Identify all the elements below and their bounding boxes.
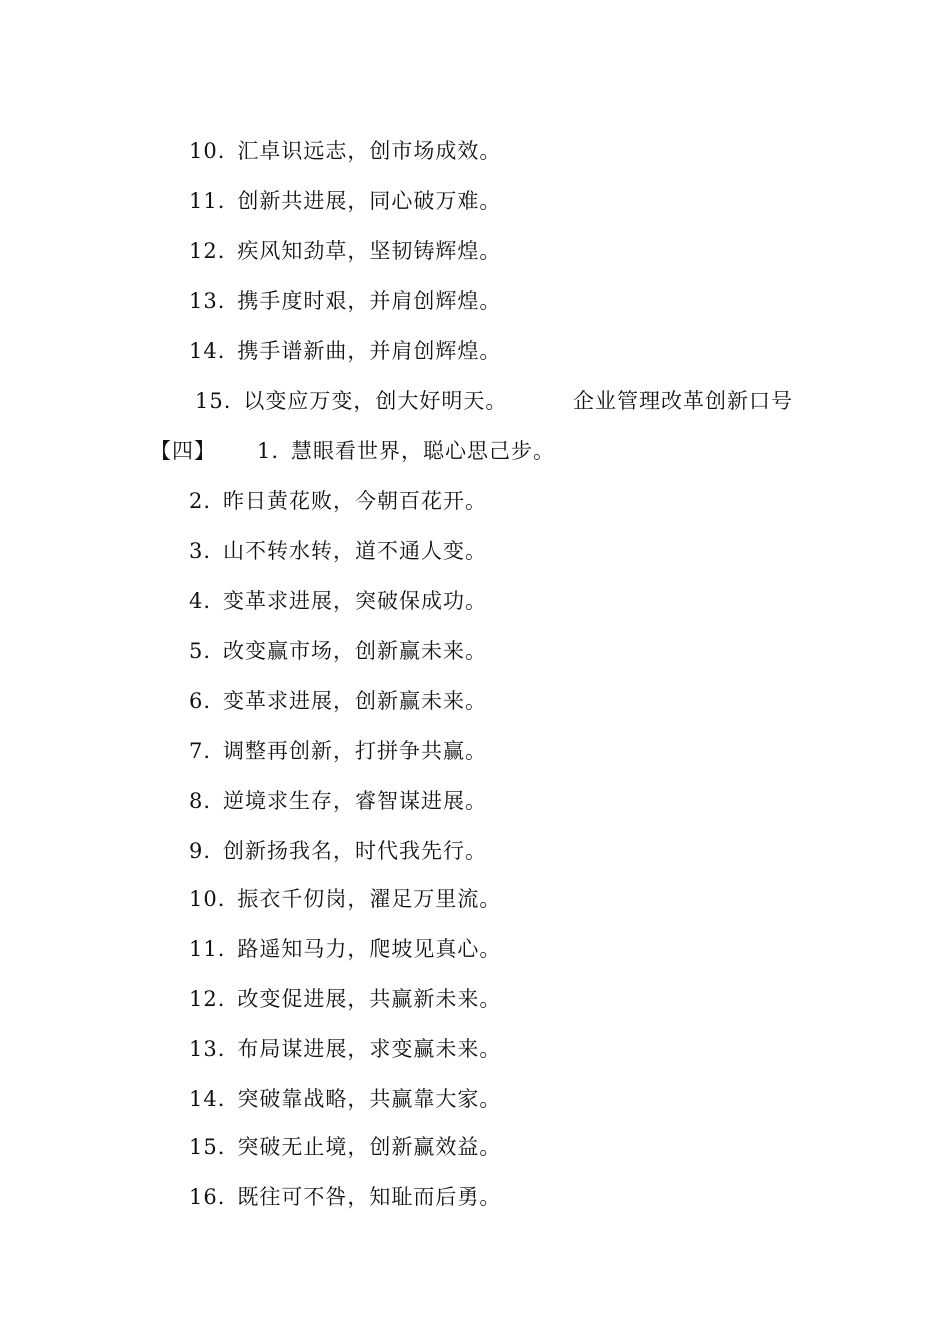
list-item	[189, 286, 501, 316]
list-item	[189, 934, 501, 964]
list-item	[189, 1034, 501, 1064]
list-item	[189, 336, 501, 366]
item-number: 15.	[195, 389, 232, 413]
item-text: 携手度时艰，并肩创辉煌。	[237, 289, 502, 313]
item-text: 慧眼看世界，聪心思己步。	[291, 439, 556, 463]
list-item	[189, 236, 501, 266]
item-text: 汇卓识远志，创市场成效。	[237, 139, 502, 163]
item-number: 8.	[189, 789, 212, 813]
item-number: 13.	[189, 289, 226, 313]
item-text: 变革求进展，创新赢未来。	[223, 689, 488, 713]
list-item	[189, 984, 501, 1014]
item-number: 16.	[189, 1185, 226, 1209]
item-number: 11.	[189, 189, 226, 213]
item-number: 3.	[189, 539, 212, 563]
list-item	[189, 186, 501, 216]
item-text: 突破靠战略，共赢靠大家。	[237, 1087, 502, 1111]
item-text: 振衣千仞岗，濯足万里流。	[237, 887, 502, 911]
list-item	[189, 686, 487, 716]
item-text: 改变促进展，共赢新未来。	[237, 987, 502, 1011]
item-text: 山不转水转，道不通人变。	[223, 539, 488, 563]
list-item	[257, 436, 555, 466]
item-number: 15.	[189, 1135, 226, 1159]
item-number: 12.	[189, 239, 226, 263]
item-number: 11.	[189, 937, 226, 961]
list-item	[189, 1132, 501, 1162]
item-number: 14.	[189, 1087, 226, 1111]
item-text: 逆境求生存，睿智谋进展。	[223, 789, 488, 813]
item-number: 10.	[189, 139, 226, 163]
item-number: 13.	[189, 1037, 226, 1061]
item-number: 7.	[189, 739, 212, 763]
item-number: 2.	[189, 489, 212, 513]
item-text: 变革求进展，突破保成功。	[223, 589, 488, 613]
list-item	[189, 486, 487, 516]
list-item	[189, 736, 487, 766]
item-text: 布局谋进展，求变赢未来。	[237, 1037, 502, 1061]
item-text: 路遥知马力，爬坡见真心。	[237, 937, 502, 961]
item-text: 改变赢市场，创新赢未来。	[223, 639, 488, 663]
item-text: 携手谱新曲，并肩创辉煌。	[237, 339, 502, 363]
item-text: 突破无止境，创新赢效益。	[237, 1135, 502, 1159]
list-item	[189, 1182, 501, 1212]
item-text: 创新共进展，同心破万难。	[237, 189, 502, 213]
item-number: 5.	[189, 639, 212, 663]
item-number: 12.	[189, 987, 226, 1011]
item-number: 1.	[257, 439, 280, 463]
item-number: 6.	[189, 689, 212, 713]
list-item	[189, 786, 487, 816]
item-text: 调整再创新，打拼争共赢。	[223, 739, 488, 763]
item-text: 疾风知劲草，坚韧铸辉煌。	[237, 239, 502, 263]
list-item	[189, 586, 487, 616]
section-marker: 【四】	[150, 439, 216, 463]
item-number: 9.	[189, 839, 212, 863]
section-heading: 企业管理改革创新口号	[573, 389, 793, 413]
item-number: 10.	[189, 887, 226, 911]
item-text: 创新扬我名，时代我先行。	[223, 839, 488, 863]
list-item	[189, 636, 487, 666]
list-item	[189, 136, 501, 166]
list-item	[189, 1084, 501, 1114]
item-text: 既往可不咎，知耻而后勇。	[237, 1185, 502, 1209]
list-item	[189, 884, 501, 914]
list-item	[195, 386, 507, 416]
item-number: 4.	[189, 589, 212, 613]
item-text: 昨日黄花败，今朝百花开。	[223, 489, 488, 513]
list-item	[189, 536, 487, 566]
list-item	[189, 836, 487, 866]
item-text: 以变应万变，创大好明天。	[243, 389, 508, 413]
item-number: 14.	[189, 339, 226, 363]
